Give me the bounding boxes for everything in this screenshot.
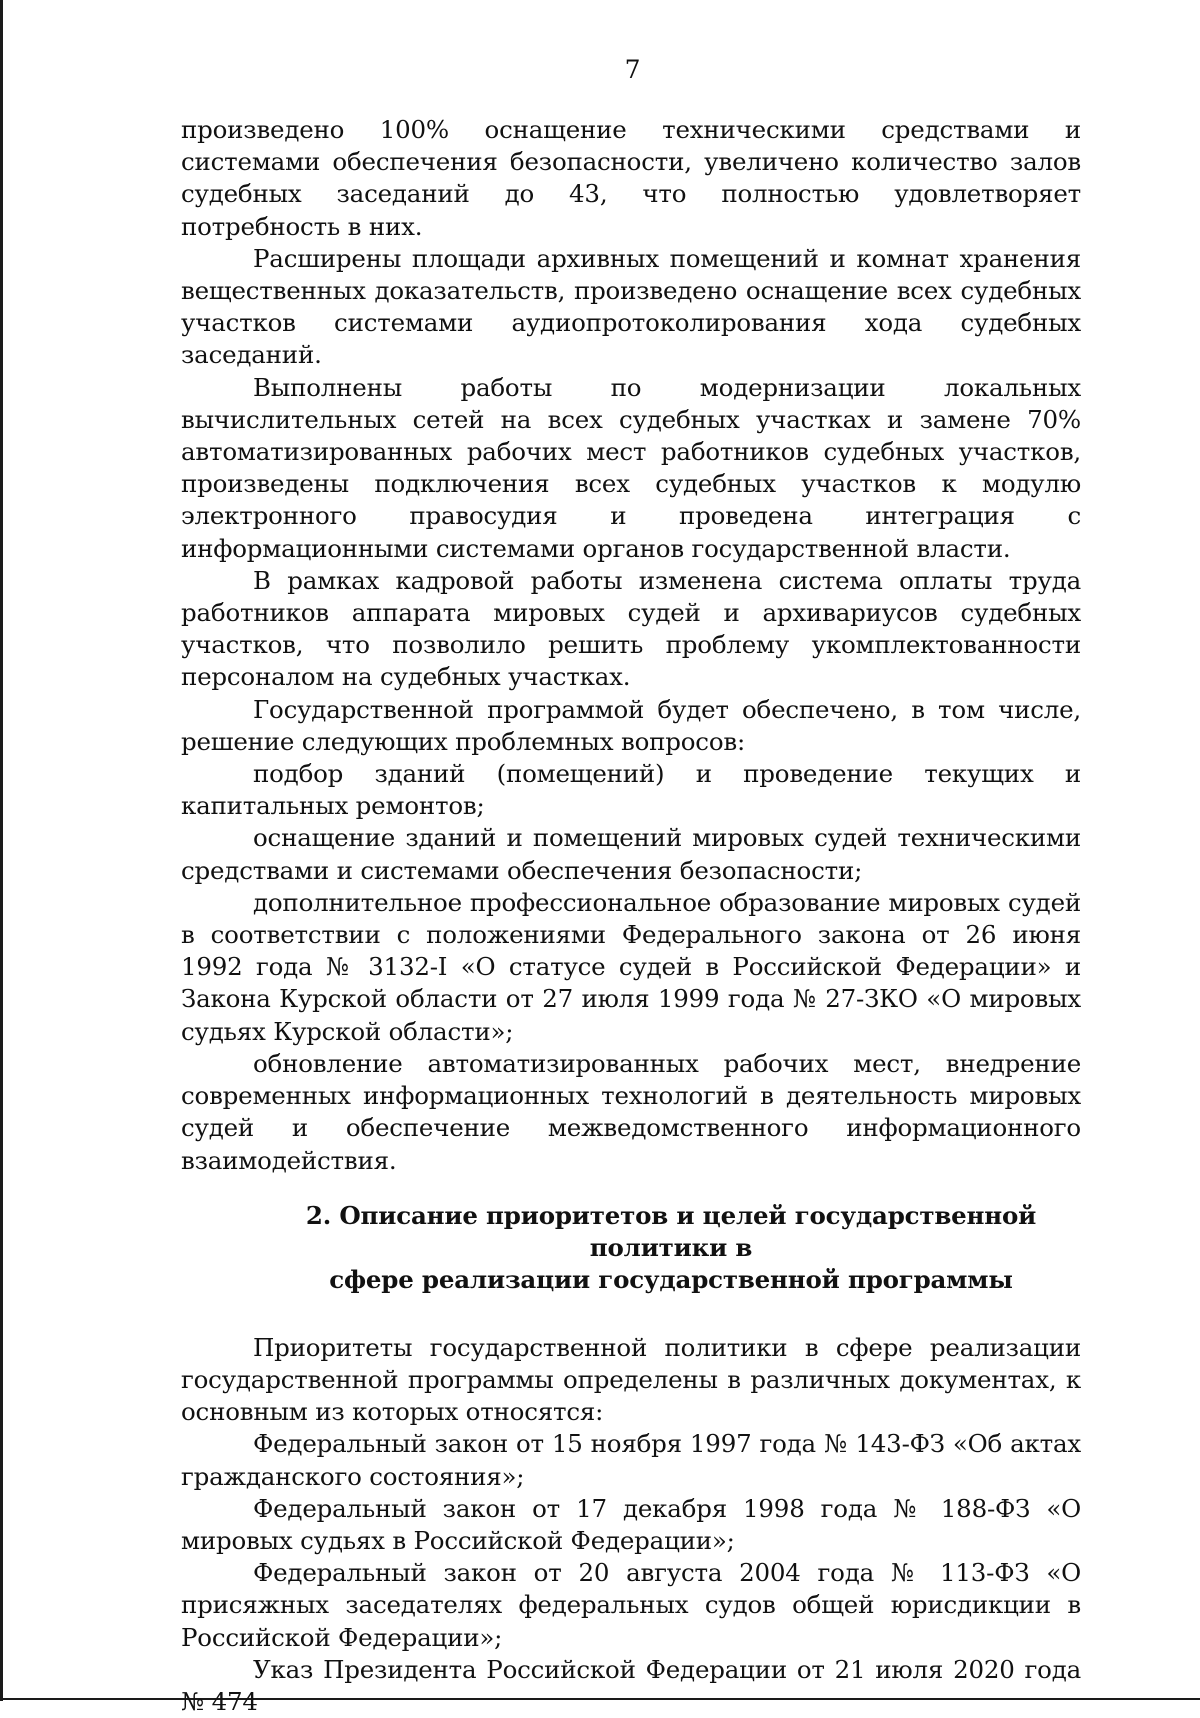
list-item: Федеральный закон от 20 августа 2004 года № 113-ФЗ «О присяжных заседателях федеральных судов общей юрисдикции в Российской Федерации»;	[181, 1558, 1081, 1652]
list-item: подбор зданий (помещений) и проведение текущих и капитальных ремонтов;	[181, 759, 1081, 821]
paragraph: Выполнены работы по модернизации локальных вычислительных сетей на всех судебных участках и замене 70% автоматизированных рабочих мест работников судебных участков, произведены подключения всех судебных участков к модулю электронного правосудия и проведена интеграция с информационными системами органов государственной власти.	[181, 372, 1081, 563]
list-item: оснащение зданий и помещений мировых судей техническими средствами и системами обеспечения безопасности;	[181, 823, 1081, 885]
list-item: дополнительное профессиональное образование мировых судей в соответствии с положениями Федерального закона от 26 июня 1992 года № 3132-I «О статусе судей в Российской Федерации» и Закона Курской области от 27 июля 1999 года № 27-ЗКО «О мировых судьях Курской области»;	[181, 887, 1081, 1046]
section-heading	[181, 1200, 1081, 1296]
list-item: Федеральный закон от 17 декабря 1998 года № 188-ФЗ «О мировых судьях в Российской Федерации»;	[181, 1493, 1081, 1555]
paragraph: произведено 100% оснащение техническими средствами и системами обеспечения безопасности, увеличено количество залов судебных заседаний до 43, что полностью удовлетворяет потребность в них.	[181, 115, 1081, 241]
paragraph: Приоритеты государственной политики в сфере реализации государственной программы определены в различных документах, к основным из которых относятся:	[181, 1332, 1081, 1427]
section-heading-line: сфере реализации государственной программы	[329, 1264, 1013, 1294]
paragraph: Расширены площади архивных помещений и комнат хранения вещественных доказательств, произведено оснащение всех судебных участков системами аудиопротоколирования хода судебных заседаний.	[181, 243, 1081, 370]
list-item: Федеральный закон от 15 ноября 1997 года № 143-ФЗ «Об актах гражданского состояния»;	[181, 1429, 1081, 1491]
paragraph: Государственной программой будет обеспечено, в том числе, решение следующих проблемных вопросов:	[181, 694, 1081, 756]
page-number: 7	[624, 55, 641, 84]
list-item: Указ Президента Российской Федерации от 21 июля 2020 года № 474	[181, 1654, 1081, 1716]
section-heading-line: 2. Описание приоритетов и целей государственной политики в	[305, 1200, 1037, 1262]
paragraph: В рамках кадровой работы изменена система оплаты труда работников аппарата мировых судей и архивариусов судебных участков, что позволило решить проблему укомплектованности персоналом на судебных участках.	[181, 565, 1081, 692]
document-body	[181, 114, 1081, 1718]
list-item: обновление автоматизированных рабочих мест, внедрение современных информационных технологий в деятельность мировых судей и обеспечение межведомственного информационного взаимодействия.	[181, 1048, 1081, 1175]
scan-edge-left	[0, 0, 3, 1701]
